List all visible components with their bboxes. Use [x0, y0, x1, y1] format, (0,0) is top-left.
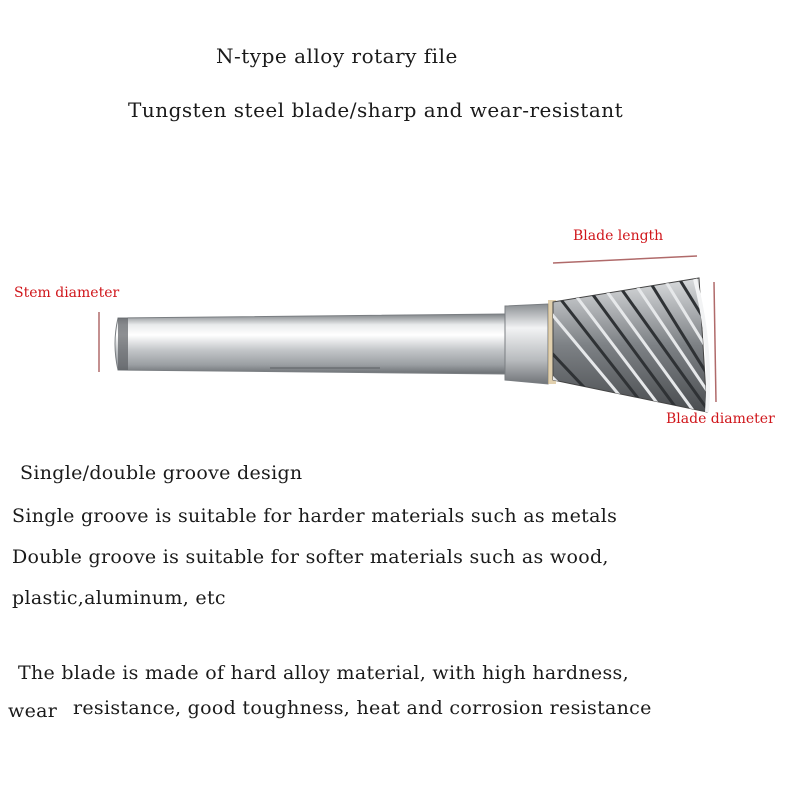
- stem-diameter-label: Stem diameter: [14, 285, 120, 301]
- groove-heading: Single/double groove design: [20, 462, 303, 484]
- material-line-2-rest: resistance, good toughness, heat and corrosion resistance: [73, 697, 652, 719]
- groove-line-2: Double groove is suitable for softer materials such as wood,: [12, 546, 609, 568]
- blade-diameter-label: Blade diameter: [666, 411, 775, 427]
- shank: [115, 314, 505, 374]
- page-title: N-type alloy rotary file: [216, 44, 458, 68]
- page-subtitle: Tungsten steel blade/sharp and wear-resistant: [128, 98, 624, 122]
- blade-length-line: [553, 256, 697, 263]
- material-line-2-lead: wear: [8, 700, 58, 722]
- groove-line-3: plastic,aluminum, etc: [12, 587, 226, 609]
- blade-length-label: Blade length: [573, 228, 664, 244]
- blade-diameter-line: [714, 282, 716, 402]
- groove-line-1: Single groove is suitable for harder materials such as metals: [12, 505, 618, 527]
- material-line-1: The blade is made of hard alloy material, with high hardness,: [18, 662, 629, 684]
- neck: [505, 304, 548, 384]
